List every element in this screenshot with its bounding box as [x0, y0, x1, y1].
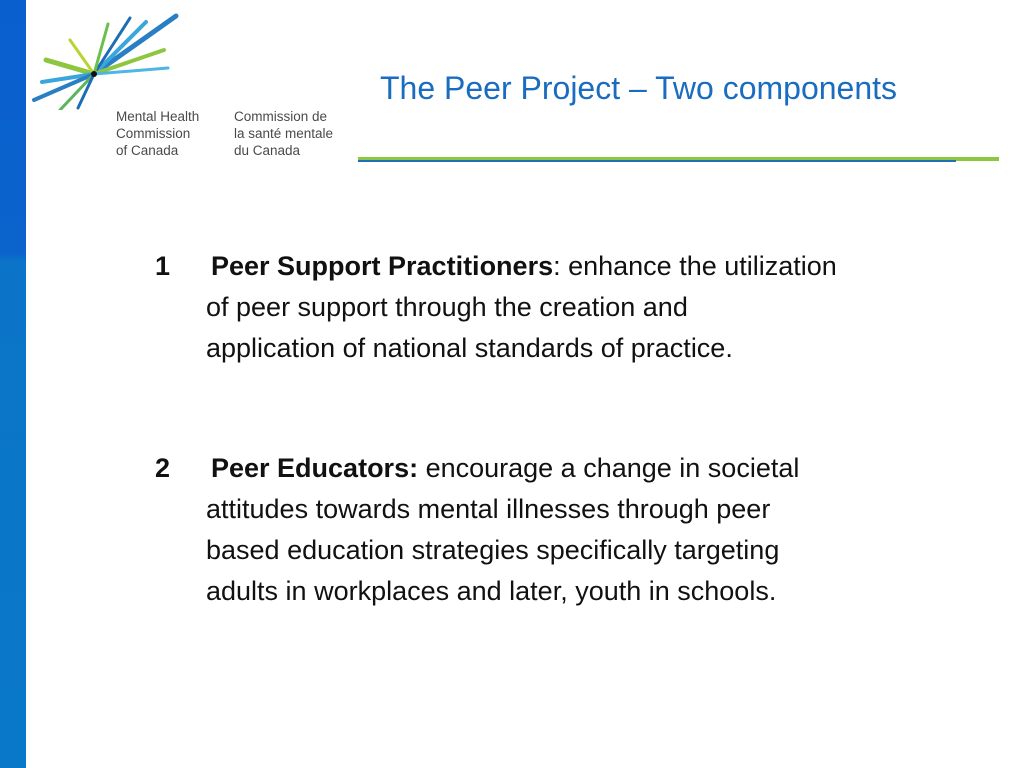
slide-title: The Peer Project – Two components: [380, 70, 898, 106]
logo-name-english: Mental Health Commission of Canada: [116, 109, 200, 158]
list-item-label: Peer Educators:: [211, 453, 419, 483]
starburst-logo-icon: [28, 10, 198, 110]
title-rule-blue: [358, 160, 956, 162]
mhcc-logo: [28, 10, 368, 160]
list-item-text: encourage a change in societal: [418, 453, 800, 483]
logo-name-french: Commission de la santé mentale du Canada: [234, 109, 334, 158]
list-item-number: 1: [155, 251, 171, 281]
list-item: [155, 448, 945, 612]
list-item-text: : enhance the utilization: [553, 251, 837, 281]
left-accent-bar: [0, 0, 26, 768]
list-item-line: attitudes towards mental illnesses through peer: [206, 494, 771, 524]
list-item-number: 2: [155, 453, 171, 483]
list-item-line: application of national standards of practice.: [206, 333, 733, 363]
list-item-label: Peer Support Practitioners: [211, 251, 554, 281]
list-item-line: of peer support through the creation and: [206, 292, 688, 322]
list-item-line: adults in workplaces and later, youth in schools.: [206, 576, 777, 606]
list-item-line: based education strategies specifically targeting: [206, 535, 780, 565]
list-item: [155, 246, 945, 369]
